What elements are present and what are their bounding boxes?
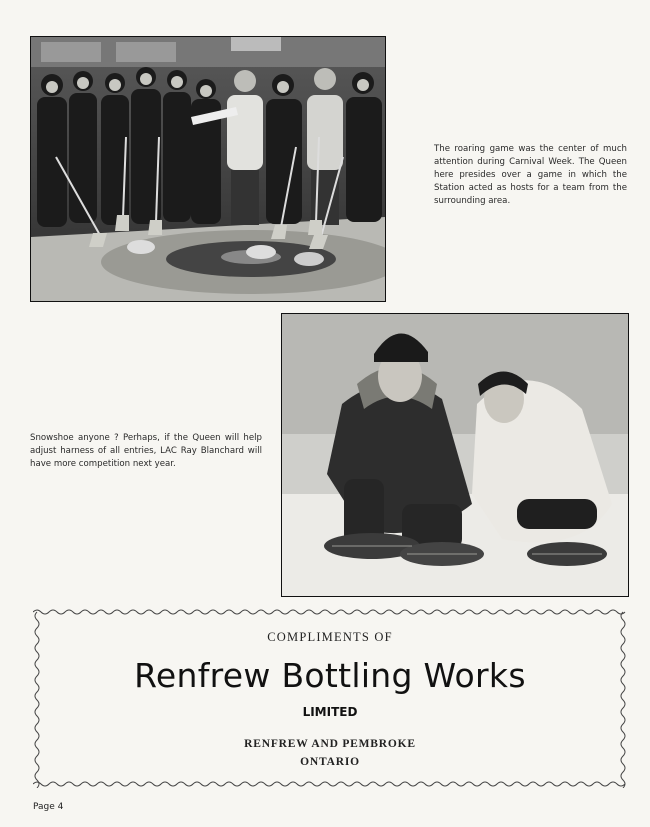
ad-limited: LIMITED [302, 705, 358, 719]
ad-intro: COMPLIMENTS OF [267, 630, 393, 644]
ad-province: ONTARIO [300, 756, 360, 768]
snowshoe-photo-image [282, 314, 628, 596]
curling-photo [30, 36, 386, 302]
curling-caption: The roaring game was the center of much attention during Carnival Week. The Queen here presides over a game in which the Station acted as hosts for a team from the surrounding area. [434, 144, 627, 206]
curling-photo-image [31, 37, 385, 301]
snowshoe-caption: Snowshoe anyone ? Perhaps, if the Queen will help adjust harness of all entries, LAC Ray Blanchard will have more competition next year. [30, 433, 262, 469]
advertisement-box [33, 608, 627, 788]
ad-company-name: Renfrew Bottling Works [134, 656, 526, 695]
snowshoe-photo [281, 313, 629, 597]
page-number: Page 4 [33, 802, 64, 812]
ad-location: RENFREW AND PEMBROKE [244, 738, 416, 750]
